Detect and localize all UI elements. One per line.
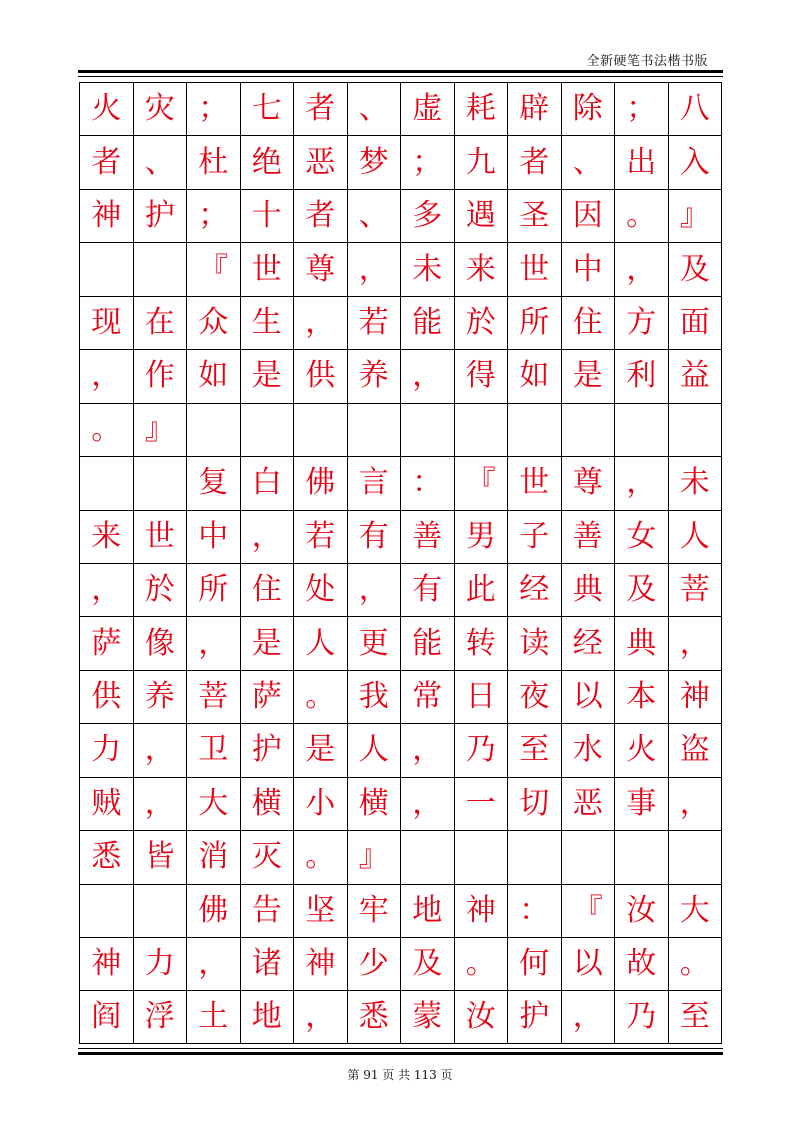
grid-cell: 力 (133, 937, 187, 990)
grid-cell: 萨 (240, 670, 294, 723)
grid-cell: 来 (454, 242, 508, 295)
grid-cell: 多 (400, 189, 454, 242)
grid-cell: 现 (79, 296, 133, 349)
grid-cell: 卫 (186, 723, 240, 776)
grid-cell: 人 (347, 723, 401, 776)
grid-cell: 供 (79, 670, 133, 723)
grid-cell: 力 (79, 723, 133, 776)
page-header-title: 全新硬笔书法楷书版 (586, 54, 708, 69)
grid-cell: 住 (561, 296, 615, 349)
grid-row (79, 82, 722, 135)
grid-cell: 於 (454, 296, 508, 349)
grid-row (79, 403, 722, 456)
grid-cell (79, 242, 133, 295)
grid-cell: 读 (507, 616, 561, 669)
grid-cell: 神 (79, 937, 133, 990)
grid-cell: ， (347, 563, 401, 616)
grid-cell: 佛 (186, 884, 240, 937)
grid-cell: 盗 (668, 723, 723, 776)
grid-cell: 是 (240, 349, 294, 402)
grid-cell: 遇 (454, 189, 508, 242)
grid-cell (614, 830, 668, 883)
grid-cell: 处 (293, 563, 347, 616)
grid-cell: 灭 (240, 830, 294, 883)
grid-cell: ： (507, 884, 561, 937)
grid-cell: ； (400, 135, 454, 188)
grid-cell: 更 (347, 616, 401, 669)
grid-cell: 九 (454, 135, 508, 188)
grid-cell (347, 403, 401, 456)
grid-cell: 养 (133, 670, 187, 723)
grid-row (79, 563, 722, 616)
grid-cell: 益 (668, 349, 723, 402)
grid-cell: ， (186, 616, 240, 669)
grid-cell: 未 (668, 456, 723, 509)
grid-cell: 告 (240, 884, 294, 937)
grid-cell (240, 403, 294, 456)
grid-cell: 住 (240, 563, 294, 616)
grid-cell: 以 (561, 670, 615, 723)
grid-cell: 是 (561, 349, 615, 402)
grid-cell (79, 456, 133, 509)
grid-row (79, 990, 722, 1043)
footer-rule-thin (78, 1048, 723, 1049)
grid-cell: 蒙 (400, 990, 454, 1043)
grid-cell: ， (400, 349, 454, 402)
grid-cell: 神 (454, 884, 508, 937)
grid-cell: 地 (240, 990, 294, 1043)
grid-cell: 浮 (133, 990, 187, 1043)
grid-cell: ， (400, 777, 454, 830)
grid-cell: 。 (668, 937, 723, 990)
grid-cell: 少 (347, 937, 401, 990)
grid-cell: 辟 (507, 82, 561, 135)
grid-cell: 。 (614, 189, 668, 242)
grid-cell: 作 (133, 349, 187, 402)
grid-cell: 梦 (347, 135, 401, 188)
grid-cell: 皆 (133, 830, 187, 883)
grid-cell: ， (293, 296, 347, 349)
grid-cell: 虚 (400, 82, 454, 135)
grid-cell: 。 (454, 937, 508, 990)
grid-cell: 中 (186, 510, 240, 563)
grid-cell (133, 456, 187, 509)
grid-cell: 神 (79, 189, 133, 242)
grid-cell: 本 (614, 670, 668, 723)
grid-cell: 人 (293, 616, 347, 669)
grid-cell: 养 (347, 349, 401, 402)
grid-cell: 』 (347, 830, 401, 883)
grid-cell: ， (561, 990, 615, 1043)
grid-cell: 者 (79, 135, 133, 188)
grid-cell: 事 (614, 777, 668, 830)
grid-cell: ， (186, 937, 240, 990)
grid-cell: 得 (454, 349, 508, 402)
grid-cell: 』 (133, 403, 187, 456)
grid-cell: 、 (347, 82, 401, 135)
grid-cell (79, 884, 133, 937)
grid-cell: 及 (400, 937, 454, 990)
grid-row (79, 723, 722, 776)
grid-cell: 如 (507, 349, 561, 402)
grid-cell: 此 (454, 563, 508, 616)
grid-cell: 者 (293, 189, 347, 242)
grid-cell: 。 (79, 403, 133, 456)
grid-cell: 利 (614, 349, 668, 402)
grid-cell: 尊 (293, 242, 347, 295)
grid-cell: 地 (400, 884, 454, 937)
grid-cell: 供 (293, 349, 347, 402)
grid-cell: 有 (347, 510, 401, 563)
grid-cell: 者 (293, 82, 347, 135)
grid-row (79, 135, 722, 188)
grid-cell: 。 (293, 830, 347, 883)
grid-cell: 故 (614, 937, 668, 990)
footer-rule (78, 1052, 723, 1055)
grid-cell: 夜 (507, 670, 561, 723)
grid-cell: 阎 (79, 990, 133, 1043)
grid-cell: ； (186, 189, 240, 242)
grid-cell: 所 (186, 563, 240, 616)
grid-cell: 』 (668, 189, 723, 242)
grid-cell (133, 884, 187, 937)
grid-cell: 、 (133, 135, 187, 188)
grid-cell: 常 (400, 670, 454, 723)
grid-cell: 生 (240, 296, 294, 349)
grid-cell: ， (240, 510, 294, 563)
grid-cell: 所 (507, 296, 561, 349)
grid-cell: ， (668, 616, 723, 669)
grid-cell: 若 (347, 296, 401, 349)
grid-row (79, 189, 722, 242)
grid-row (79, 616, 722, 669)
grid-cell (133, 242, 187, 295)
grid-cell: 善 (400, 510, 454, 563)
grid-cell: 世 (507, 456, 561, 509)
grid-cell: 绝 (240, 135, 294, 188)
header-rule (78, 70, 723, 73)
grid-cell: 横 (347, 777, 401, 830)
grid-cell: 耗 (454, 82, 508, 135)
grid-cell: 护 (507, 990, 561, 1043)
grid-cell: 转 (454, 616, 508, 669)
grid-cell: 何 (507, 937, 561, 990)
grid-row (79, 456, 722, 509)
grid-cell: 是 (293, 723, 347, 776)
grid-cell: 灾 (133, 82, 187, 135)
grid-cell: 男 (454, 510, 508, 563)
grid-cell: 汝 (614, 884, 668, 937)
grid-cell: 恶 (293, 135, 347, 188)
grid-cell (454, 830, 508, 883)
grid-cell: 典 (561, 563, 615, 616)
grid-cell: 悉 (79, 830, 133, 883)
grid-cell: 世 (240, 242, 294, 295)
grid-cell: 者 (507, 135, 561, 188)
grid-cell: 切 (507, 777, 561, 830)
grid-cell: 典 (614, 616, 668, 669)
grid-cell: 杜 (186, 135, 240, 188)
grid-row (79, 670, 722, 723)
grid-row (79, 830, 722, 883)
grid-cell: 女 (614, 510, 668, 563)
grid-cell: 及 (668, 242, 723, 295)
grid-cell: 人 (668, 510, 723, 563)
grid-cell: 火 (79, 82, 133, 135)
grid-cell: ； (186, 82, 240, 135)
grid-cell: ， (79, 563, 133, 616)
page-number: 第 91 页 共 113 页 (347, 1068, 453, 1082)
grid-cell: 众 (186, 296, 240, 349)
calligraphy-grid (79, 82, 722, 1044)
grid-cell: 子 (507, 510, 561, 563)
grid-cell: 来 (79, 510, 133, 563)
grid-cell (186, 403, 240, 456)
grid-cell: 在 (133, 296, 187, 349)
grid-cell: 能 (400, 296, 454, 349)
grid-cell: 神 (293, 937, 347, 990)
grid-cell: ， (133, 723, 187, 776)
grid-cell: 言 (347, 456, 401, 509)
grid-cell: 火 (614, 723, 668, 776)
grid-cell: ， (347, 242, 401, 295)
grid-cell: 小 (293, 777, 347, 830)
grid-cell: 善 (561, 510, 615, 563)
grid-cell: ， (79, 349, 133, 402)
grid-cell: 、 (561, 135, 615, 188)
grid-cell (400, 830, 454, 883)
grid-cell: 入 (668, 135, 723, 188)
grid-cell: 是 (240, 616, 294, 669)
grid-cell: 未 (400, 242, 454, 295)
grid-cell: 除 (561, 82, 615, 135)
grid-cell (400, 403, 454, 456)
grid-cell: 护 (240, 723, 294, 776)
grid-cell: 『 (454, 456, 508, 509)
grid-cell: 方 (614, 296, 668, 349)
grid-cell: 乃 (454, 723, 508, 776)
grid-cell: 。 (293, 670, 347, 723)
grid-cell: ， (614, 242, 668, 295)
grid-cell: 能 (400, 616, 454, 669)
grid-cell: 菩 (186, 670, 240, 723)
grid-cell: 土 (186, 990, 240, 1043)
grid-row (79, 349, 722, 402)
grid-cell: ， (293, 990, 347, 1043)
grid-cell: 及 (614, 563, 668, 616)
grid-cell: 贼 (79, 777, 133, 830)
grid-row (79, 777, 722, 830)
grid-row (79, 884, 722, 937)
grid-cell: 世 (507, 242, 561, 295)
grid-cell: 、 (347, 189, 401, 242)
grid-cell: ： (400, 456, 454, 509)
grid-cell: 像 (133, 616, 187, 669)
grid-cell: 尊 (561, 456, 615, 509)
grid-cell: 一 (454, 777, 508, 830)
grid-cell: 至 (507, 723, 561, 776)
grid-row (79, 296, 722, 349)
grid-cell (507, 403, 561, 456)
grid-cell: 中 (561, 242, 615, 295)
grid-cell (561, 403, 615, 456)
grid-cell: 汝 (454, 990, 508, 1043)
grid-cell: ， (133, 777, 187, 830)
grid-cell: 复 (186, 456, 240, 509)
grid-cell (668, 830, 723, 883)
grid-cell (454, 403, 508, 456)
grid-cell: 佛 (293, 456, 347, 509)
grid-cell: 世 (133, 510, 187, 563)
grid-cell: 白 (240, 456, 294, 509)
grid-cell: 神 (668, 670, 723, 723)
grid-cell: 坚 (293, 884, 347, 937)
grid-cell: 『 (561, 884, 615, 937)
grid-cell: 若 (293, 510, 347, 563)
grid-cell: 横 (240, 777, 294, 830)
grid-cell: 我 (347, 670, 401, 723)
grid-cell: 大 (668, 884, 723, 937)
grid-cell (507, 830, 561, 883)
grid-row (79, 510, 722, 563)
grid-cell: 十 (240, 189, 294, 242)
grid-cell: 如 (186, 349, 240, 402)
grid-cell: ； (614, 82, 668, 135)
grid-row (79, 937, 722, 990)
grid-cell: 出 (614, 135, 668, 188)
grid-cell: 诸 (240, 937, 294, 990)
grid-cell: 大 (186, 777, 240, 830)
grid-cell (614, 403, 668, 456)
header-rule-thin (78, 76, 723, 77)
grid-cell: 七 (240, 82, 294, 135)
grid-cell: 因 (561, 189, 615, 242)
grid-cell: 护 (133, 189, 187, 242)
grid-cell (561, 830, 615, 883)
grid-cell: 水 (561, 723, 615, 776)
grid-cell: 八 (668, 82, 723, 135)
grid-cell: ， (614, 456, 668, 509)
grid-cell: 菩 (668, 563, 723, 616)
grid-cell: 於 (133, 563, 187, 616)
grid-cell: 悉 (347, 990, 401, 1043)
grid-cell: 有 (400, 563, 454, 616)
grid-cell: ， (400, 723, 454, 776)
grid-cell: 圣 (507, 189, 561, 242)
grid-cell: ， (668, 777, 723, 830)
grid-cell: 乃 (614, 990, 668, 1043)
grid-cell: 萨 (79, 616, 133, 669)
grid-cell: 至 (668, 990, 723, 1043)
grid-cell (668, 403, 723, 456)
grid-cell: 牢 (347, 884, 401, 937)
grid-cell: 恶 (561, 777, 615, 830)
grid-row (79, 242, 722, 295)
grid-cell: 日 (454, 670, 508, 723)
grid-cell: 『 (186, 242, 240, 295)
grid-cell: 消 (186, 830, 240, 883)
grid-cell: 以 (561, 937, 615, 990)
grid-cell: 面 (668, 296, 723, 349)
grid-cell: 经 (561, 616, 615, 669)
grid-cell: 经 (507, 563, 561, 616)
grid-cell (293, 403, 347, 456)
